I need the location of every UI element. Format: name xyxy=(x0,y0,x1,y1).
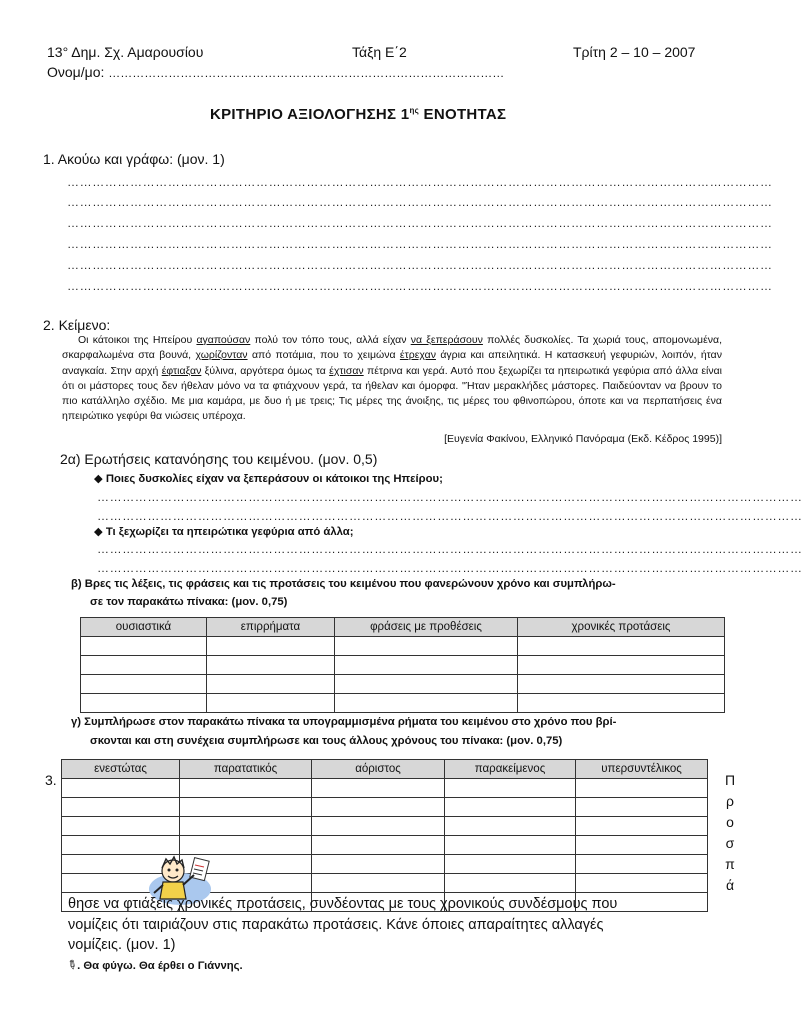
bullet-icon: ◆ xyxy=(94,526,106,538)
table-cell[interactable] xyxy=(180,779,312,798)
table-cell[interactable] xyxy=(576,817,708,836)
underlined-verb: έχτισαν xyxy=(329,364,364,377)
table-cell[interactable] xyxy=(180,798,312,817)
table-header: ουσιαστικά xyxy=(81,618,207,637)
underlined-verb: χωρίζονταν xyxy=(195,349,248,362)
title-superscript: ης xyxy=(409,106,420,115)
q2a-bullet2: ◆ Τι ξεχωρίζει τα ηπειρώτικα γεφύρια από άλλα; xyxy=(94,526,354,538)
dictation-line: …………………………………………………………………………………………………………………………………………………… xyxy=(67,175,773,189)
q2b-line2: σε τον παρακάτω πίνακα: (μον. 0,75) xyxy=(90,596,288,608)
class-label: Τάξη Ε΄2 xyxy=(352,44,407,60)
section3-line3: νομίζεις. (μον. 1) xyxy=(68,937,176,953)
table-header: υπερσυντέλικος xyxy=(576,760,708,779)
table-cell[interactable] xyxy=(207,637,335,656)
section3-number: 3. xyxy=(45,772,57,788)
table-cell[interactable] xyxy=(445,855,576,874)
table-header: επιρρήματα xyxy=(207,618,335,637)
table-cell[interactable] xyxy=(445,817,576,836)
table-cell[interactable] xyxy=(312,874,445,893)
table-row xyxy=(81,637,725,656)
school-name: 13° Δημ. Σχ. Αμαρουσίου xyxy=(47,44,204,60)
table-cell[interactable] xyxy=(81,637,207,656)
table-cell[interactable] xyxy=(81,694,207,713)
title-prefix: ΚΡΙΤΗΡΙΟ ΑΞΙΟΛΟΓΗΣΗΣ 1 xyxy=(210,106,410,123)
table-cell[interactable] xyxy=(62,798,180,817)
section2-heading: 2. Κείμενο: xyxy=(43,317,111,333)
table-cell[interactable] xyxy=(445,836,576,855)
example-sentence: ✎. Θα φύγω. Θα έρθει ο Γιάννης. xyxy=(63,956,243,974)
table-cell[interactable] xyxy=(312,855,445,874)
table-cell[interactable] xyxy=(576,798,708,817)
table-cell[interactable] xyxy=(335,637,518,656)
table-cell[interactable] xyxy=(62,779,180,798)
answer-line: …………………………………………………………………………………………………………………………………………………… xyxy=(97,509,803,523)
name-blank: ……………………………………………………………………………………… xyxy=(108,66,505,80)
table-cell[interactable] xyxy=(312,779,445,798)
table-cell[interactable] xyxy=(518,637,725,656)
passage-source: [Ευγενία Φακίνου, Ελληνικό Πανόραμα (Εκδ. Κέδρος 1995)] xyxy=(444,433,722,445)
table-cell[interactable] xyxy=(518,656,725,675)
table-cell[interactable] xyxy=(576,855,708,874)
answer-line: …………………………………………………………………………………………………………………………………………………… xyxy=(97,542,803,556)
table-row xyxy=(62,798,708,817)
page-title xyxy=(210,106,506,123)
section3-line1: θησε να φτιάξεις χρονικές προτάσεις, συνδέοντας με τους χρονικούς συνδέσμους που xyxy=(68,896,618,912)
table-cell[interactable] xyxy=(207,656,335,675)
table-cell[interactable] xyxy=(312,798,445,817)
table-header: αόριστος xyxy=(312,760,445,779)
table-cell[interactable] xyxy=(576,779,708,798)
section1-heading: 1. Ακούω και γράφω: (μον. 1) xyxy=(43,151,225,167)
table-header: χρονικές προτάσεις xyxy=(518,618,725,637)
side-word-prospathise: Π ρ ο σ π ά xyxy=(724,772,736,893)
table-cell[interactable] xyxy=(576,836,708,855)
time-words-table xyxy=(80,617,725,713)
dictation-line: …………………………………………………………………………………………………………………………………………………… xyxy=(67,279,773,293)
table-row xyxy=(81,694,725,713)
table-row xyxy=(62,779,708,798)
table-cell[interactable] xyxy=(335,694,518,713)
table-row xyxy=(81,675,725,694)
q2b-line1: β) Βρες τις λέξεις, τις φράσεις και τις προτάσεις του κειμένου που φανερώνουν χρόνο και συμπλήρω- xyxy=(71,578,616,590)
table-cell[interactable] xyxy=(445,779,576,798)
dictation-line: …………………………………………………………………………………………………………………………………………………… xyxy=(67,195,773,209)
date-label: Τρίτη 2 – 10 – 2007 xyxy=(573,44,696,60)
underlined-verb: αγαπούσαν xyxy=(196,334,251,346)
q2a-heading: 2α) Ερωτήσεις κατανόησης του κειμένου. (μον. 0,5) xyxy=(60,451,378,467)
table-cell[interactable] xyxy=(335,675,518,694)
underlined-verb: έτρεχαν xyxy=(399,349,436,362)
q2c-line1: γ) Συμπλήρωσε στον παρακάτω πίνακα τα υπογραμμισμένα ρήματα του κειμένου στο χρόνο που βρί- xyxy=(71,716,617,728)
pencil-icon: ✎ xyxy=(63,956,81,974)
table-cell[interactable] xyxy=(81,656,207,675)
table-cell[interactable] xyxy=(312,817,445,836)
table-cell[interactable] xyxy=(312,836,445,855)
table-cell[interactable] xyxy=(207,675,335,694)
underlined-verb: να ξεπεράσουν xyxy=(410,334,483,346)
table-cell[interactable] xyxy=(576,874,708,893)
table-cell[interactable] xyxy=(81,675,207,694)
name-label: Ονομ/μο: xyxy=(47,64,109,80)
table-header: παρακείμενος xyxy=(445,760,576,779)
dictation-line: …………………………………………………………………………………………………………………………………………………… xyxy=(67,216,773,230)
table-cell[interactable] xyxy=(207,694,335,713)
table-cell[interactable] xyxy=(518,675,725,694)
bullet-icon: ◆ xyxy=(94,473,106,485)
title-suffix: ΕΝΟΤΗΤΑΣ xyxy=(419,106,507,123)
answer-line: …………………………………………………………………………………………………………………………………………………… xyxy=(97,561,803,575)
table-cell[interactable] xyxy=(180,817,312,836)
q2c-line2: σκονται και στη συνέχεια συμπλήρωσε και τους άλλους χρόνους του πίνακα: (μον. 0,75) xyxy=(90,735,563,747)
q2a-bullet1: ◆ Ποιες δυσκολίες είχαν να ξεπεράσουν οι κάτοικοι της Ηπείρου; xyxy=(94,473,443,485)
table-row xyxy=(62,836,708,855)
table-header: ενεστώτας xyxy=(62,760,180,779)
section3-line2: νομίζεις ότι ταιριάζουν στις παρακάτω προτάσεις. Κάνε όποιες απαραίτητες αλλαγές xyxy=(68,917,604,933)
table-header: φράσεις με προθέσεις xyxy=(335,618,518,637)
table-row xyxy=(81,656,725,675)
underlined-verb: έφτιαξαν xyxy=(161,364,202,377)
name-line xyxy=(47,64,504,80)
answer-line: …………………………………………………………………………………………………………………………………………………… xyxy=(97,490,803,504)
dictation-line: …………………………………………………………………………………………………………………………………………………… xyxy=(67,258,773,272)
table-header: παρατατικός xyxy=(180,760,312,779)
table-row xyxy=(62,817,708,836)
table-cell[interactable] xyxy=(62,836,180,855)
table-cell[interactable] xyxy=(62,817,180,836)
reading-passage: Οι κάτοικοι της Ηπείρου αγαπούσαν πολύ τον τόπο τους, αλλά είχαν να ξεπεράσουν πολλές δυσκολίες. Τα χωριά τους, απομονωμένα, σκαρφαλωμένα στα βουνά, χωρίζονταν από ποτάμια, που το χειμώνα έτρεχαν άγρια και απειλητικά. Η κατασκευή γεφυριών, λοιπόν, ήταν αναγκαία. Στην αρχή έφτιαξαν ξύλινα, αργότερα όμως τα έχτισαν πέτρινα και γερά. Αυτό που ξεχωρίζει τα ηπειρωτικά γεφύρια από άλλα είναι ότι οι μάστορες τους δεν ήθελαν μόνο να τα φτιάχνουν γερά, τα ήθελαν και όμορφα. "Ήταν μερακλήδες μάστορες. Παιδεύονταν να βρουν το πιο κατάλληλο σχέδιο. Με μια καμάρα, με δυο ή με τρεις; Τις μέρες της άνοιξης, τις μέρες του φθινοπώρου, όποτε και να περπατήσεις ένα ηπειρώτικο γεφύρι θα νιώσεις υπέροχα. xyxy=(62,334,722,423)
table-cell[interactable] xyxy=(180,836,312,855)
dictation-line: …………………………………………………………………………………………………………………………………………………… xyxy=(67,237,773,251)
table-cell[interactable] xyxy=(335,656,518,675)
table-cell[interactable] xyxy=(518,694,725,713)
table-cell[interactable] xyxy=(445,874,576,893)
table-cell[interactable] xyxy=(445,798,576,817)
